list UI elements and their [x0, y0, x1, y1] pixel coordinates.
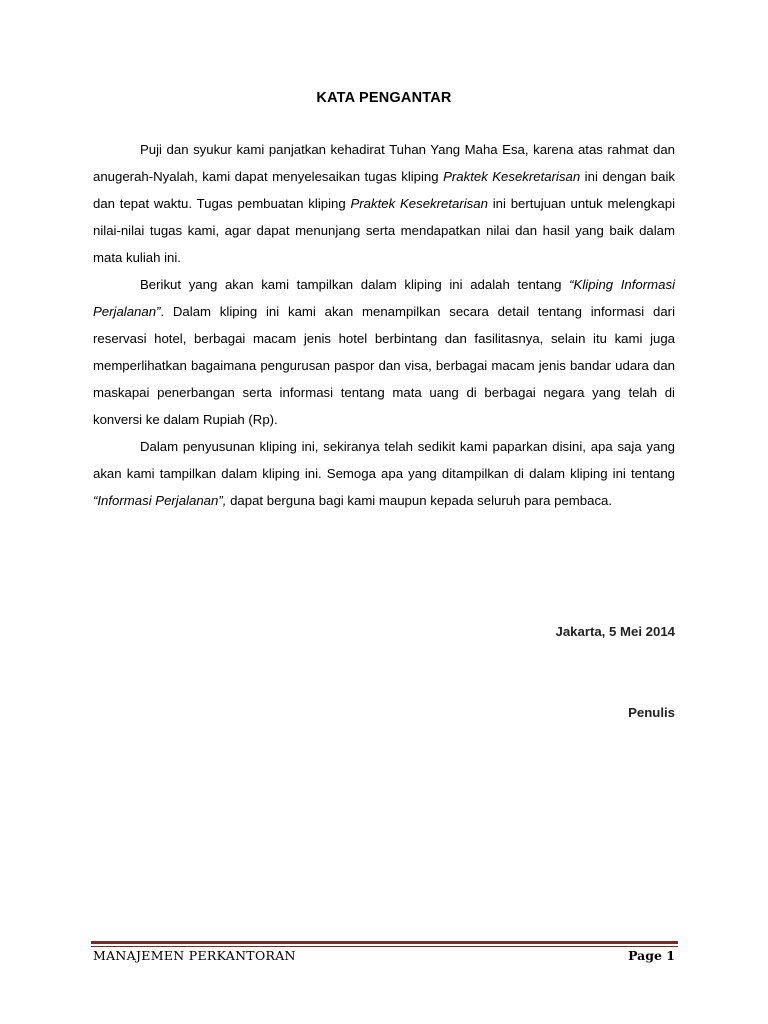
paragraph-2-text-c: . Dalam kliping ini kami akan menampilkan secara detail tentang informasi dari reservasi hotel, berbagai macam jenis hotel berbintang dan fasilitasnya, selain itu kami juga memperlihatkan bagaimana pengurusan paspor dan visa, berbagai macam jenis bandar udara dan maskapai penerbangan serta informasi tentang mata uang di berbagai negara yang telah di konversi ke dalam Rupiah (Rp).	[93, 304, 675, 427]
paragraph-1	[93, 136, 675, 271]
paragraph-3	[93, 433, 675, 514]
paragraph-2	[93, 271, 675, 433]
paragraph-3-italic-b: “Informasi Perjalanan”,	[93, 493, 227, 508]
paragraph-1-italic-b: Praktek Kesekretarisan	[443, 169, 581, 184]
place-date: Jakarta, 5 Mei 2014	[555, 624, 675, 639]
paragraph-3-text-c: dapat berguna bagi kami maupun kepada seluruh para pembaca.	[226, 493, 613, 508]
paragraph-1-text-a: Puji dan syukur kami panjatkan kehadirat Tuhan Yang Maha Esa, karena atas rahmat dan anugerah-Nyalah, kami dapat menyelesaikan tugas kliping	[93, 142, 675, 184]
footer-rule-thin	[91, 946, 678, 947]
footer-course-name: MANAJEMEN PERKANTORAN	[93, 948, 296, 963]
paragraph-1-text-e: ini bertujuan untuk melengkapi nilai-nilai tugas kami, agar dapat menunjang serta mendapatkan nilai dan hasil yang baik dalam mata kuliah ini.	[93, 196, 675, 265]
paragraph-2-text-a: Berikut yang akan kami tampilkan dalam kliping ini adalah tentang	[140, 277, 570, 292]
page-title: KATA PENGANTAR	[316, 90, 452, 106]
paragraph-2-italic-b: “Kliping Informasi Perjalanan”	[93, 277, 676, 319]
body-text	[93, 136, 675, 514]
footer-rule-thick	[91, 941, 678, 944]
paragraph-1-text-c: ini dengan baik dan tepat waktu. Tugas pembuatan kliping	[93, 169, 675, 211]
footer-page-number: Page 1	[628, 948, 675, 963]
paragraph-3-text-a: Dalam penyusunan kliping ini, sekiranya telah sedikit kami paparkan disini, apa saja yang akan kami tampilkan dalam kliping ini. Semoga apa yang ditampilkan di dalam kliping ini tentang	[93, 439, 675, 481]
paragraph-1-italic-d: Praktek Kesekretarisan	[350, 196, 488, 211]
author-signature: Penulis	[628, 705, 675, 720]
